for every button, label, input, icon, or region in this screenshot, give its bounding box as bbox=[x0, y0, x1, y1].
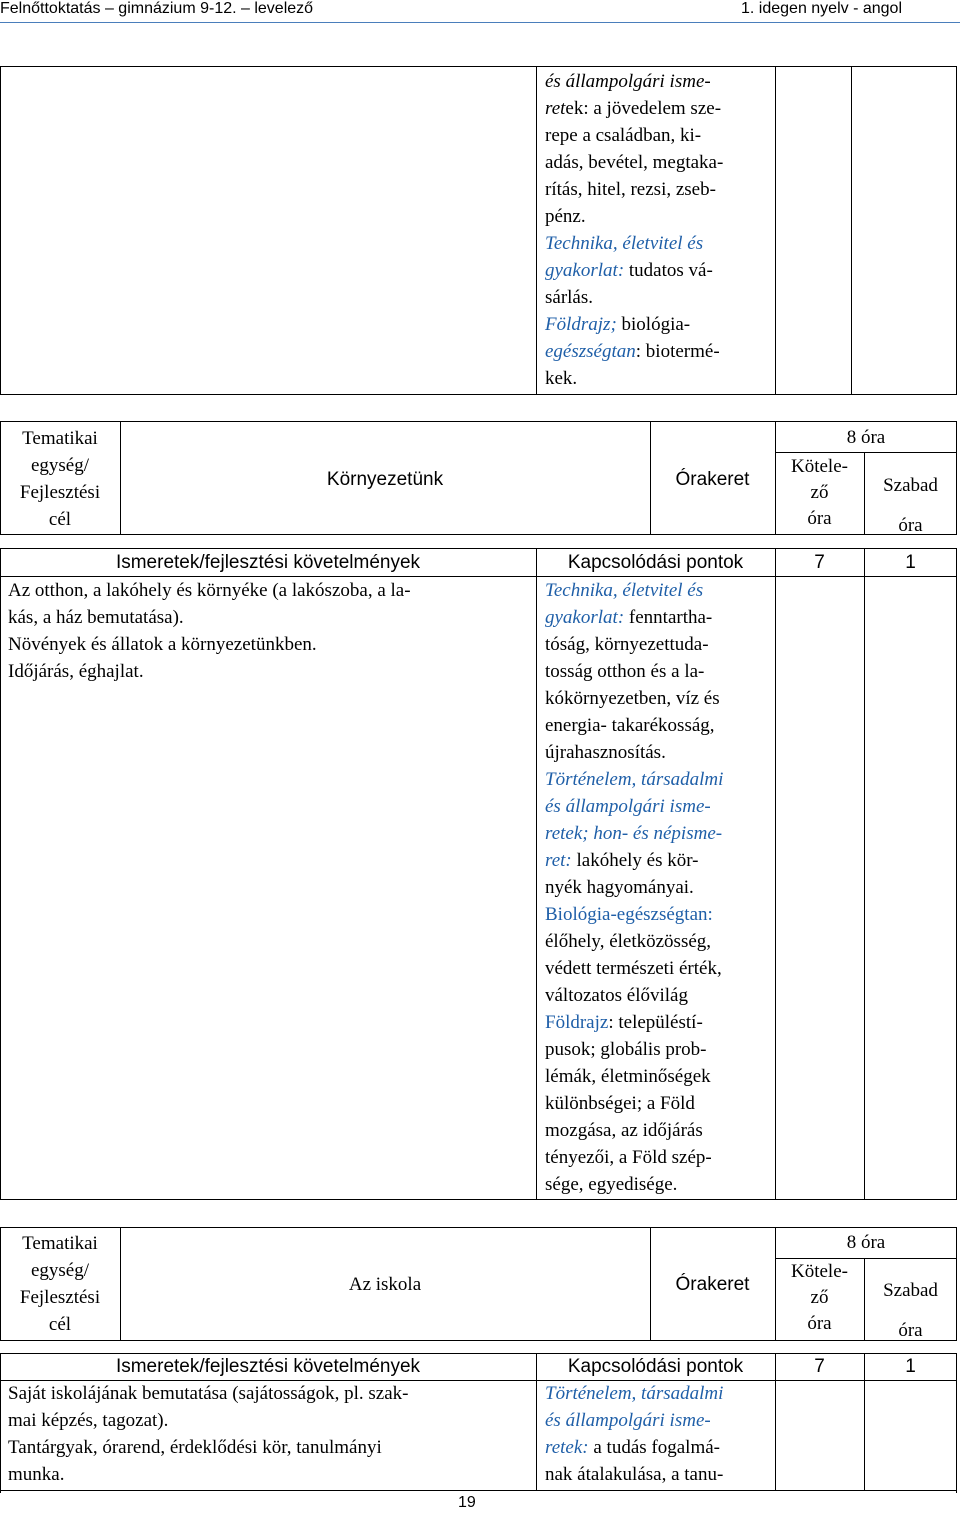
connection-line: és állampolgári isme- bbox=[545, 796, 711, 817]
connection-line: tosság otthon és a la- bbox=[545, 661, 705, 682]
running-header bbox=[0, 0, 960, 22]
unit2-title: Az iskola bbox=[348, 1274, 422, 1295]
top-connections-text bbox=[545, 68, 723, 392]
connection-line: gyakorlat: fenntartha- bbox=[545, 607, 713, 628]
unit1-kotelezo: Kötele- ző óra bbox=[791, 456, 848, 529]
unit2-tematikai-label: Tematikai egység/ Fejlesztési cél bbox=[19, 1233, 101, 1335]
connection-line: sége, egyedisége. bbox=[545, 1174, 678, 1195]
connection-line: nak átalakulása, a tanu- bbox=[545, 1464, 724, 1485]
unit1-tematikai-label: Tematikai egység/ Fejlesztési cél bbox=[19, 428, 101, 530]
top-connections-line: rítás, hitel, rezsi, zseb- bbox=[545, 179, 716, 200]
connection-line: pusok; globális prob- bbox=[545, 1039, 707, 1060]
unit1-orakeret: Órakeret bbox=[675, 469, 750, 490]
unit2-requirements: Saját iskolájának bemutatása (sajátosságok, pl. szak- mai képzés, tagozat). Tantárgyak, órarend, érdeklődési kör, tanulmányi munka. bbox=[8, 1383, 409, 1485]
connection-line: és állampolgári isme- bbox=[545, 1410, 711, 1431]
unit1-col-szabad-num: 1 bbox=[905, 552, 916, 573]
connection-line: Technika, életvitel és bbox=[545, 580, 704, 601]
connection-line: tóság, környezettuda- bbox=[545, 634, 709, 655]
connection-line: ret: lakóhely és kör- bbox=[545, 850, 699, 871]
top-connections-line: Technika, életvitel és bbox=[545, 233, 704, 254]
top-connections-line: kek. bbox=[545, 368, 578, 389]
unit1-title: Környezetünk bbox=[326, 469, 444, 490]
top-connections-line: repe a családban, ki- bbox=[545, 125, 702, 146]
connection-line: élőhely, életközösség, bbox=[545, 931, 712, 952]
top-connections-line: retek: a jövedelem sze- bbox=[545, 98, 722, 119]
unit2-col-kapcsolodasi: Kapcsolódási pontok bbox=[567, 1356, 744, 1377]
unit1-col-ismeretek: Ismeretek/fejlesztési követelmények bbox=[115, 552, 421, 573]
unit1-connections bbox=[545, 577, 723, 1198]
connection-line: retek; hon- és népisme- bbox=[545, 823, 723, 844]
unit1-szabad: Szabad óra bbox=[883, 475, 938, 536]
unit2-total-hours: 8 óra bbox=[846, 1232, 886, 1253]
connection-line: változatos élővilág bbox=[545, 985, 688, 1006]
top-connections-line: egészségtan: biotermé- bbox=[545, 341, 720, 362]
unit2-col-kotelezo-num: 7 bbox=[814, 1356, 825, 1377]
unit1-col-kotelezo-num: 7 bbox=[814, 552, 825, 573]
top-table bbox=[0, 66, 957, 395]
top-connections-line: sárlás. bbox=[545, 287, 594, 308]
top-connections-line: és állampolgári isme- bbox=[545, 71, 711, 92]
top-connections-line: pénz. bbox=[545, 206, 586, 227]
connection-line: mozgása, az időjárás bbox=[545, 1120, 703, 1141]
connection-line: védett természeti érték, bbox=[545, 958, 722, 979]
unit1-total-hours: 8 óra bbox=[846, 427, 886, 448]
unit1-requirements: Az otthon, a lakóhely és környéke (a lakószoba, a la- kás, a ház bemutatása). Növények és állatok a környezetünkben. Időjárás, éghajlat. bbox=[8, 580, 411, 682]
header-left: Felnőttoktatás – gimnázium 9-12. – levelező bbox=[0, 0, 314, 17]
top-connections-line: Földrajz; biológia- bbox=[545, 314, 691, 335]
unit2-connections bbox=[545, 1380, 723, 1488]
unit2-orakeret: Órakeret bbox=[675, 1274, 750, 1295]
connection-line: Biológia-egészségtan: bbox=[545, 904, 713, 925]
connection-line: különbségei; a Föld bbox=[545, 1093, 695, 1114]
connection-line: Történelem, társadalmi bbox=[545, 1383, 724, 1404]
unit2-kotelezo: Kötele- ző óra bbox=[791, 1261, 848, 1334]
connection-line: nyék hagyományai. bbox=[545, 877, 694, 898]
header-rule bbox=[0, 22, 960, 23]
unit2-szabad: Szabad óra bbox=[883, 1280, 938, 1341]
connection-line: újrahasznosítás. bbox=[545, 742, 666, 763]
connection-line: Történelem, társadalmi bbox=[545, 769, 724, 790]
connection-line: retek: a tudás fogalmá- bbox=[545, 1437, 720, 1458]
top-connections-line: gyakorlat: tudatos vá- bbox=[545, 260, 713, 281]
connection-line: energia- takarékosság, bbox=[545, 715, 715, 736]
header-right: 1. idegen nyelv - angol bbox=[741, 0, 902, 17]
page-number: 19 bbox=[458, 1494, 476, 1511]
connection-line: Földrajz: településtí- bbox=[545, 1012, 703, 1033]
unit2-col-szabad-num: 1 bbox=[905, 1356, 916, 1377]
connection-line: kókörnyezetben, víz és bbox=[545, 688, 720, 709]
connection-line: tényezői, a Föld szép- bbox=[545, 1147, 712, 1168]
top-connections-line: adás, bevétel, megtaka- bbox=[545, 152, 724, 173]
unit2-col-ismeretek: Ismeretek/fejlesztési követelmények bbox=[115, 1356, 421, 1377]
unit1-col-kapcsolodasi: Kapcsolódási pontok bbox=[567, 552, 744, 573]
connection-line: lémák, életminőségek bbox=[545, 1066, 711, 1087]
